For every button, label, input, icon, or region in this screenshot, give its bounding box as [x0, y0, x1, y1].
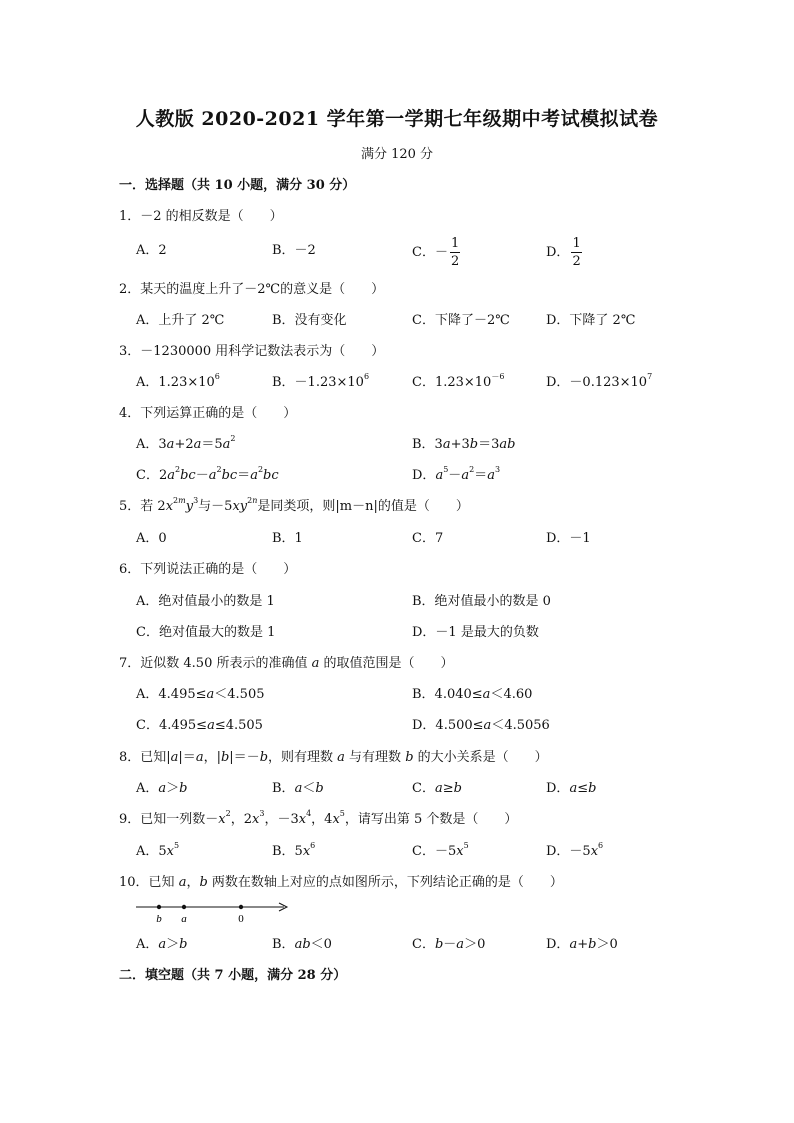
q6-option-b[interactable]: B．绝对值最小的数是 0: [412, 594, 551, 609]
q1-option-c[interactable]: [412, 237, 460, 268]
q2-option-b[interactable]: B．没有变化: [272, 313, 347, 328]
q10-option-c[interactable]: C．b－a＞0: [412, 937, 486, 952]
question-2-stem: 2．某天的温度上升了－2℃的意义是（ ）: [119, 282, 385, 297]
q7-option-a[interactable]: A．4.495≤a＜4.505: [136, 687, 265, 702]
q3-d-base: D．－0.123×10: [546, 375, 648, 390]
q8-option-d[interactable]: D．a≤b: [546, 781, 597, 796]
q9-option-a[interactable]: A．$5x^5$: [136, 841, 180, 859]
section-fill-heading: 二．填空题（共 7 小题，满分 28 分）: [119, 968, 347, 983]
section-choice-heading: 一．选择题（共 10 小题，满分 30 分）: [119, 178, 356, 193]
q1-option-d-prefix: D．: [546, 245, 570, 260]
point-zero: [239, 905, 243, 909]
q3-b-base: B．－1.23×10: [272, 375, 364, 390]
point-b: [157, 905, 161, 909]
q1-option-c-fraction: [450, 237, 460, 268]
q5-option-c[interactable]: C．7: [412, 531, 444, 546]
q3-option-b[interactable]: [272, 372, 370, 390]
question-3-stem: 3．－1230000 用科学记数法表示为（ ）: [119, 344, 385, 359]
q1-option-d-denominator: 2: [572, 254, 581, 269]
question-7-stem: 7．近似数 4.50 所表示的准确值 a 的取值范围是（ ）: [119, 656, 454, 671]
q5-option-b[interactable]: B．1: [272, 531, 303, 546]
question-8-stem: 8．已知|a|＝a，|b|＝－b，则有理数 a 与有理数 b 的大小关系是（ ）: [119, 750, 548, 765]
q1-option-c-denominator: 2: [450, 254, 460, 269]
exam-title: 人教版 2020-2021 学年第一学期七年级期中考试模拟试卷: [135, 108, 659, 130]
q5-stem-end: 是同类项，则|m－n|的值是（ ）: [257, 499, 469, 514]
q4-option-c[interactable]: C．$2a^2bc-a^2bc=a^2bc$: [136, 465, 279, 483]
q3-b-exponent: 6: [363, 372, 370, 381]
q6-option-a[interactable]: A．绝对值最小的数是 1: [136, 594, 275, 609]
q9-option-b[interactable]: B．$5x^6$: [272, 841, 316, 859]
q1-option-d-fraction: [571, 237, 581, 268]
q5-stem-start: 5．若: [119, 499, 158, 514]
q4-option-d[interactable]: D．$a^5-a^2=a^3$: [412, 465, 501, 483]
q1-option-d-numerator: 1: [572, 236, 581, 251]
q7-stem-start: 7．近似数 4.50 所表示的准确值: [119, 656, 312, 671]
q1-option-d[interactable]: [546, 237, 582, 268]
q9-option-c[interactable]: C．$-5x^5$: [412, 841, 469, 859]
q1-option-c-numerator: 1: [450, 236, 460, 251]
question-6-stem: 6．下列说法正确的是（ ）: [119, 562, 297, 577]
q7-option-c[interactable]: C．4.495≤a≤4.505: [136, 718, 263, 733]
q6-option-c[interactable]: C．绝对值最大的数是 1: [136, 625, 276, 640]
label-zero: 0: [238, 913, 244, 924]
q3-a-base: A．1.23×10: [136, 375, 215, 390]
q10-option-a[interactable]: A．a＞b: [136, 937, 188, 952]
q8-option-a[interactable]: A．a＞b: [136, 781, 188, 796]
q2-option-c[interactable]: C．下降了－2℃: [412, 313, 510, 328]
q3-option-a[interactable]: [136, 372, 220, 390]
question-9-stem: 9．已知一列数$-x^2$，$2x^3$，$-3x^4$，$4x^5$，请写出第 5 个数是（ ）: [119, 809, 518, 827]
q5-option-d[interactable]: D．－1: [546, 531, 591, 546]
q5-stem-middle: 与－5: [198, 499, 233, 514]
q8-option-c[interactable]: C．a≥b: [412, 781, 462, 796]
q7-option-b[interactable]: B．4.040≤a＜4.60: [412, 687, 533, 702]
question-1-stem: 1．－2 的相反数是（ ）: [119, 209, 283, 224]
question-10-stem: 10．已知 a，b 两数在数轴上对应的点如图所示，下列结论正确的是（ ）: [119, 875, 563, 890]
q3-d-exponent: 7: [647, 372, 653, 381]
full-score: 满分 120 分: [360, 147, 434, 162]
number-line-figure: [136, 896, 296, 924]
question-5-stem: 5．若 $2x^{2m}y^3$与$-5xy^{2n}$是同类项，则|m－n|的值是（ ）: [119, 496, 469, 514]
q3-option-c[interactable]: [412, 372, 505, 390]
label-a: a: [181, 913, 187, 924]
q10-option-b[interactable]: B．ab＜0: [272, 937, 332, 952]
q1-option-a[interactable]: A．2: [136, 243, 167, 258]
question-4-stem: 4．下列运算正确的是（ ）: [119, 406, 297, 421]
q4-option-b[interactable]: B．3a+3b＝3ab: [412, 437, 516, 452]
q3-c-exponent: －6: [491, 372, 505, 381]
q3-a-exponent: 6: [214, 372, 220, 381]
q8-option-b[interactable]: B．a＜b: [272, 781, 324, 796]
q3-option-d[interactable]: [546, 372, 653, 390]
q3-c-base: C．1.23×10: [412, 375, 492, 390]
q1-option-c-prefix: C．－: [412, 245, 448, 260]
q9-option-d[interactable]: D．$-5x^6$: [546, 841, 604, 859]
q4-option-a[interactable]: A．$3a+2a=5a^2$: [136, 434, 236, 452]
q7-option-d[interactable]: D．4.500≤a＜4.5056: [412, 718, 550, 733]
q7-stem-end: 的取值范围是（ ）: [319, 656, 454, 671]
q5-option-a[interactable]: A．0: [136, 531, 167, 546]
q1-option-b[interactable]: B．－2: [272, 243, 316, 258]
q10-option-d[interactable]: D．a+b＞0: [546, 937, 618, 952]
q9-stem-end: ，请写出第 5 个数是（ ）: [344, 812, 518, 827]
q2-option-a[interactable]: A．上升了 2℃: [136, 313, 225, 328]
point-a: [182, 905, 186, 909]
label-b: b: [156, 913, 162, 924]
q6-option-d[interactable]: D．－1 是最大的负数: [412, 625, 539, 640]
q2-option-d[interactable]: D．下降了 2℃: [546, 313, 636, 328]
q9-stem-start: 9．已知一列数－: [119, 812, 219, 827]
